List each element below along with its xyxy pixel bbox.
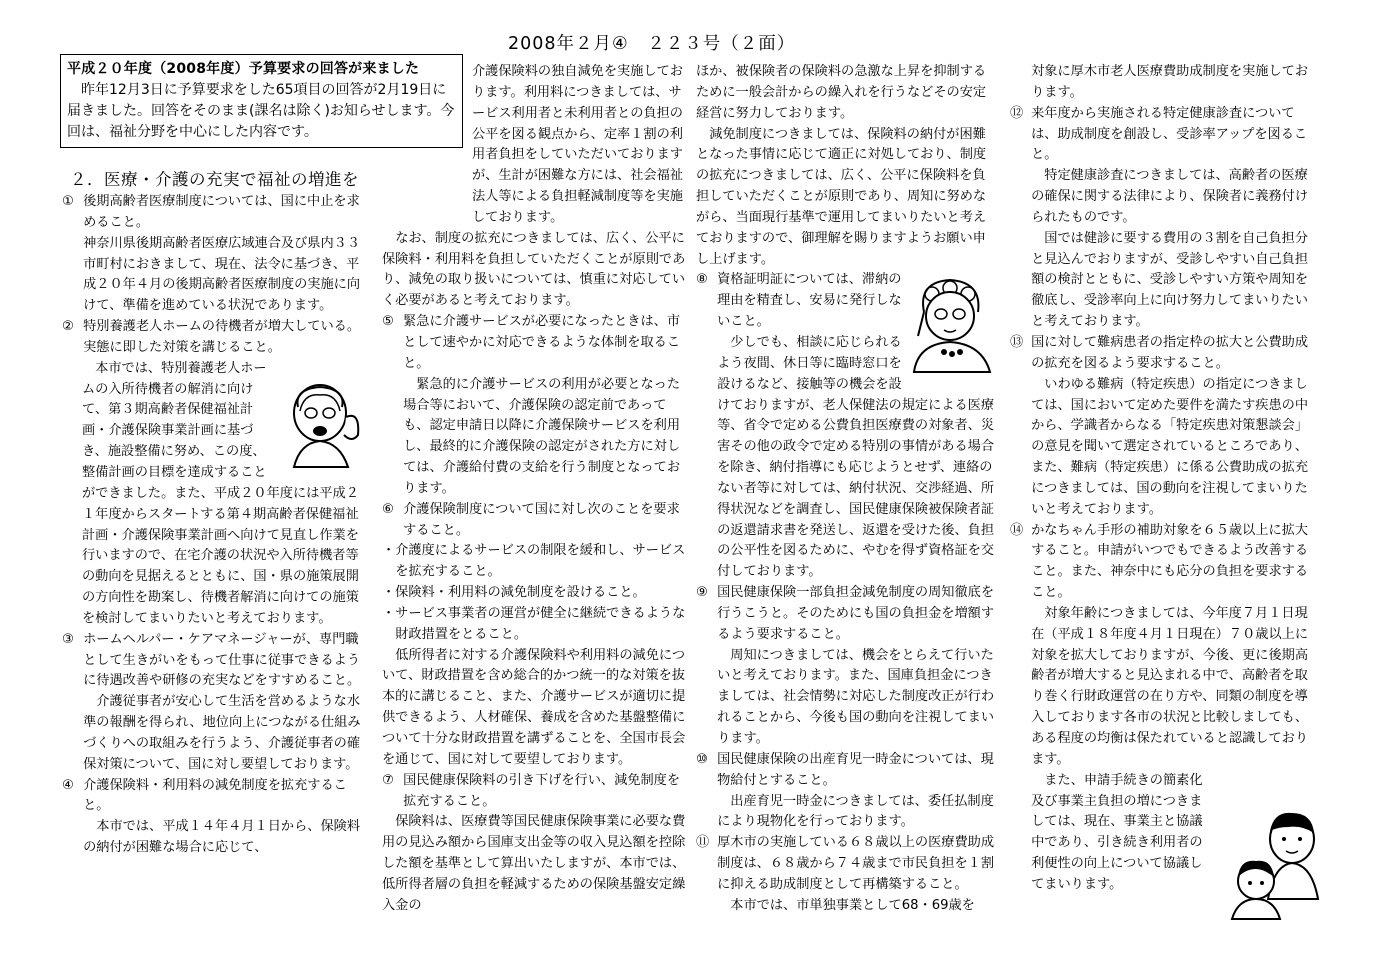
answer-text: 介護従事者が安心して生活を営めるような水準の報酬を得られ、地位向上につながる仕組みづくりへの取組みを行うよう、介護従事者の確保対策について、国に対し要望しております。 (83, 694, 361, 772)
answer-block (62, 359, 368, 630)
notice-body: 昨年12月3日に予算要求をした65項目の回答が2月19日に届きました。回答をそのまま(課名は除く)お知らせします。今回は、福祉分野を中心にした内容です。 (67, 82, 455, 140)
answer-text: 神奈川県後期高齢者医療広域連合及び県内３３市町村におきまして、現在、法令に基づき、平成２０年４月の後期高齢者医療制度の実施に向けて、準備を進めている状況であります。 (83, 235, 361, 314)
answer-text: 特定健康診査につきましては、高齢者の医療の確保に関する法律により、保険者に義務付けられたものです。 (1031, 168, 1309, 225)
answer-text: 減免制度につきましては、保険料の納付が困難となった事情に応じて適正に対処しており、制度の拡充につきましては、広く、公平に保険料を負担していただくことが原則であり、周知に努めながら、当面現行基準で運用してまいりたいと考えておりますので、御理解を賜りますようお願い申し上げます。 (696, 126, 987, 267)
answer-text: 出産育児一時金につきましては、委任払制度により現物化を行っております。 (717, 793, 994, 830)
answer-text: 周知につきましては、機会をとらえて行いたいと考えております。また、国庫負担金につきましては、社会情勢に対応した制度改正が行われることから、今後も国の動向を注視してまいります。 (717, 647, 995, 746)
answer-text: 本市では、平成１４年４月１日から、保険料の納付が困難な場合に応じて、 (83, 819, 361, 856)
column-3 (696, 62, 998, 917)
section-title: ２．医療・介護の充実で福祉の増進を (70, 170, 359, 189)
family-illustration-icon (1218, 801, 1330, 921)
list-item: ⑧ 資格証明証については、滞納の理由を精査し、安易に発行しないこと。 (696, 272, 902, 330)
list-item: ⑫ 来年度から実施される特定健康診査については、助成制度を創設し、受診率アップを図ること。 (1010, 105, 1308, 163)
list-item: ⑩ 国民健康保険の出産育児一時金については、現物給付とすること。 (696, 751, 994, 788)
column-1 (62, 168, 368, 859)
answer-text: 低所得者に対する介護保険料や利用料の減免について、財政措置を含め総合的かつ統一的な対策を抜本的に講じること、また、介護サービスが適切に提供できるよう、人材確保、養成を含めた基盤整備について十分な財政措置を講ずることを、全国市長会を通じて、国に対して要望しております。 (382, 647, 686, 767)
bullet-item: ・保険料・利用料の減免制度を設けること。 (382, 585, 646, 601)
answer-text: 本市では、市単独事業として68・69歳を (730, 897, 975, 913)
column-4 (1010, 62, 1316, 921)
answer-text: 保険料は、医療費等国民健康保険事業に必要な費用の見込み額から国庫支出金等の収入見込額を控除した額を基準として算出いたしますが、本市では、低所得者層の負担を軽減するための保険基盤安定繰入金の (382, 814, 686, 913)
list-item: ⑥ 介護保険制度について国に対し次のことを要求すること。 (382, 501, 680, 538)
list-item: ⑦ 国民健康保険料の引き下げを行い、減免制度を拡充すること。 (382, 772, 681, 809)
list-item: ② 特別養護老人ホームの待機者が増大している。実態に即した対策を講じること。 (62, 319, 361, 355)
elderly-woman-illustration-icon (908, 272, 998, 376)
answer-text: また、申請手続きの簡素化及び事業主負担の増につきましては、現在、事業主と協議中であり、引き続き利用者の利便性の向上について協議してまいります。 (1031, 772, 1203, 892)
list-item: ① 後期高齢者医療制度については、国に中止を求めること。 (62, 194, 360, 230)
answer-text: ほか、被保険者の保険料の急激な上昇を抑制するために一般会計からの繰入れを行うなどその安定経営に努力しております。 (696, 64, 987, 121)
column-2 (382, 62, 686, 917)
answer-text: 緊急的に介護サービスの利用が必要となった場合等において、介護保険の認定前であっても、認定申請日以降に介護保険サービスを利用し、最終的に介護保険の認定がされた方に対しては、介護給付費の支給を行う制度となっております。 (403, 376, 681, 496)
elderly-man-illustration-icon (280, 377, 368, 477)
list-item: ⑭ かなちゃん手形の補助対象を６５歳以上に拡大すること。申請がいつでもできるよう改善すること。また、神奈中にも応分の負担を要求すること。 (1010, 522, 1309, 601)
answer-text: 少しでも、相談に応じられるよう夜間、休日等に臨時窓口を設けるなど、接触等の機会を設けておりますが、老人保健法の規定による医療等、省令で定める公費負担医療費の対象者、災害その他の政令で定める特別の事情がある場合を除き、納付指導にも応じようとせず、連絡のない者等に対しては、納付状況、交渉経過、所得状況などを調査し、国民健康保険被保険者証の返還請求書を発送し、返還を受けた後、負担の公平性を図るために、やむを得ず資格証を交付しております。 (717, 334, 995, 580)
list-item: ⑪ 厚木市の実施している６８歳以上の医療費助成制度は、６８歳から７４歳まで市民負担を１割に抑える助成制度として再構築すること。 (696, 835, 995, 892)
answer-text: 本市では、特別養護老人ホームの入所待機者の解消に向けて、第３期高齢者保健福祉計画・介護保険事業計画に基づき、施設整備に努め、この度、整備計画の目標を達成することができました。また、平成２０年度には平成２１年度からスタートする第４期高齢者保健福祉計画・介護保険事業計画へ向けて見直し作業を行いますので、在宅介護の状況や入所待機者等の動向を見据えるとともに、国・県の施策展開の方向性を勘案し、待機者解消に向けての施策を検討してまいりたいと考えております。 (82, 360, 359, 626)
list-item: ⑤ 緊急に介護サービスが必要になったときは、市として速やかに対応できるような体制を取ること。 (382, 314, 681, 371)
page-header: 2008年２月④ ２２３号（２面） (508, 34, 796, 54)
list-item: ③ ホームヘルパー・ケアマネージャーが、専門職として生きがいをもって仕事に従事できるように待遇改善や研修の充実などをすすめること。 (62, 631, 361, 689)
list-item: ⑬ 国に対して難病患者の指定枠の拡大と公費助成の拡充を図るよう要求すること。 (1010, 334, 1309, 371)
bullet-item: ・サービス事業者の運営が健全に継続できるような財政措置をとること。 (382, 605, 686, 642)
notice-title: 平成２０年度（2008年度）予算要求の回答が来ました (67, 61, 420, 77)
answer-text: なお、制度の拡充につきましては、広く、公平に保険料・利用料を負担していただくことが原則であり、減免の取り扱いについては、慎重に対応していく必要があると考えております。 (382, 230, 686, 309)
answer-text: いわゆる難病（特定疾患）の指定につきましては、国において定めた要件を満たす疾患の中から、学識者からなる「特定疾患対策懇談会」の意見を聞いて選定されているところであり、また、難病（特定疾患）に係る公費助成の拡充につきましては、国の動向を注視してまいりたいと考えております。 (1031, 376, 1309, 517)
answer-text: 対象に厚木市老人医療費助成制度を実施しております。 (1031, 64, 1309, 100)
answer-text: 介護保険料の独自減免を実施しております。利用料につきましては、サービス利用者と未利用者との負担の公平を図る観点から、定率１割の利用者負担をしていただいておりますが、生計が困難な方には、社会福祉法人等による負担軽減制度等を実施しております。 (472, 64, 683, 225)
bullet-item: ・介護度によるサービスの制限を緩和し、サービスを拡充すること。 (382, 543, 686, 580)
list-item: ④ 介護保険料・利用料の減免制度を拡充すること。 (62, 777, 347, 814)
answer-text: 国では健診に要する費用の３割を自己負担分と見込んでおりますが、受診しやすい自己負担額の検討とともに、受診しやすい方策や周知を徹底し、受診率向上に向け努力してまいりたいと考えております。 (1031, 230, 1309, 330)
answer-text: 対象年齢につきましては、今年度７月１日現在（平成１８年度４月１日現在）７０歳以上に対象を拡大しておりますが、今後、更に後期高齢者が増大すると見込まれる中で、高齢者を取り巻く行財政運営の在り方や、同類の制度を導入しております各市の状況と比較しましても、ある程度の均衡は保たれていると認識しております。 (1031, 605, 1309, 767)
list-item: ⑨ 国民健康保険一部負担金減免制度の周知徹底を行うこうと。そのためにも国の負担金を増額するよう要求すること。 (696, 585, 995, 642)
